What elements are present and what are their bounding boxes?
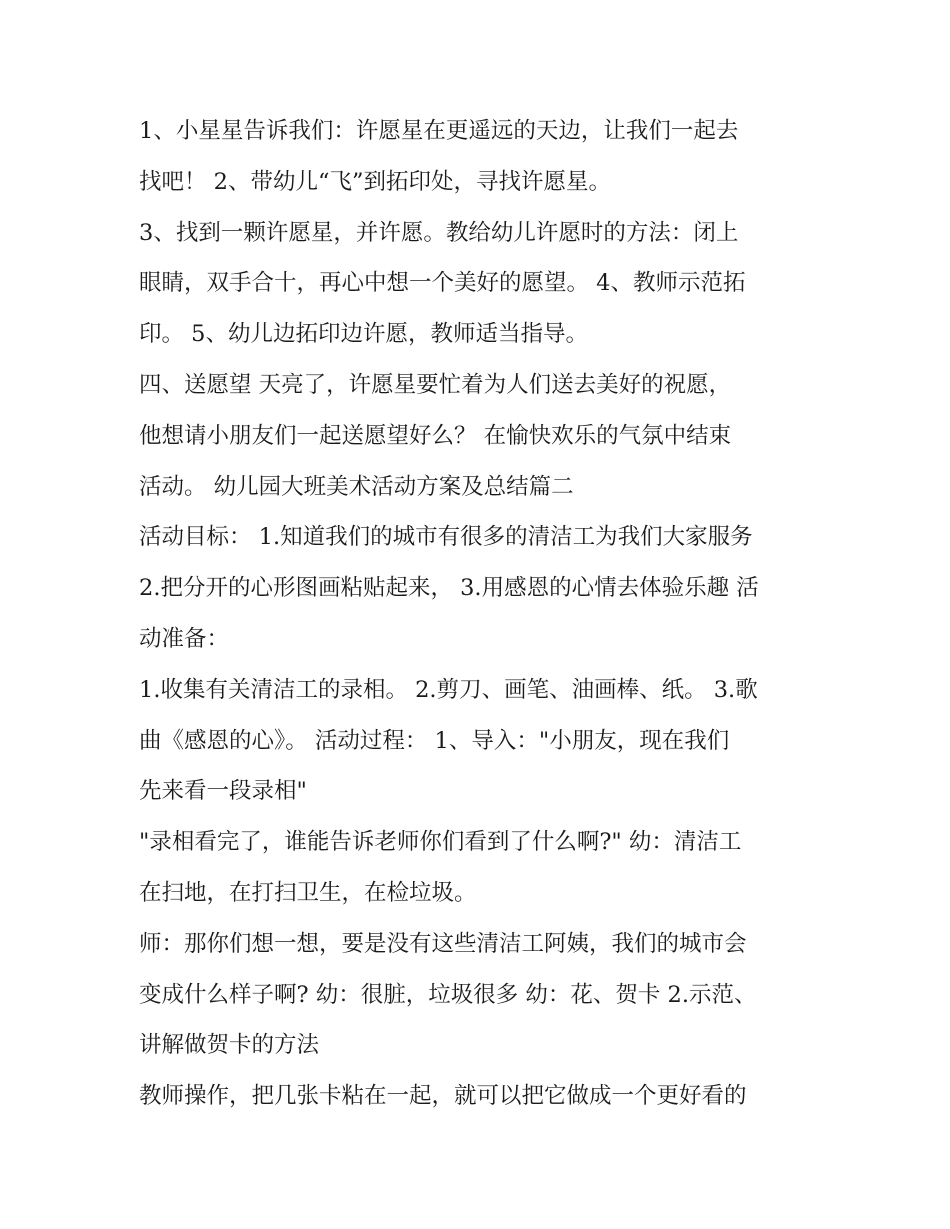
text-line: 2.把分开的心形图画粘贴起来， 3.用感恩的心情去体验乐趣 活 (139, 575, 759, 602)
text-line: 四、送愿望 天亮了，许愿星要忙着为人们送去美好的祝愿， (139, 371, 732, 398)
text-line: 师：那你们想一想，要是没有这些清洁工阿姨，我们的城市会 (139, 930, 747, 957)
text-line: 讲解做贺卡的方法 (139, 1032, 320, 1059)
text-line: 活动目标： 1.知道我们的城市有很多的清洁工为我们大家服务 (139, 524, 753, 551)
text-line: 1.收集有关清洁工的录相。 2.剪刀、画笔、油画棒、纸。 3.歌 (139, 676, 758, 703)
text-line: 变成什么样子啊? 幼：很脏，垃圾很多 幼：花、贺卡 2.示范、 (139, 981, 757, 1008)
text-line: 教师操作，把几张卡粘在一起，就可以把它做成一个更好看的 (139, 1083, 747, 1110)
text-line: "录相看完了，谁能告诉老师你们看到了什么啊?" 幼：清洁工 (139, 829, 742, 856)
text-line: 1、小星星告诉我们：许愿星在更遥远的天边，让我们一起去 (139, 118, 739, 144)
text-line: 动准备： (139, 625, 230, 652)
text-line: 3、找到一颗许愿星，并许愿。教给幼儿许愿时的方法：闭上 (139, 219, 739, 246)
text-line: 先来看一段录相" (139, 778, 307, 805)
text-line: 眼睛，双手合十，再心中想一个美好的愿望。 4、教师示范拓 (139, 270, 746, 297)
text-line: 他想请小朋友们一起送愿望好么？ 在愉快欢乐的气氛中结束 (139, 422, 732, 449)
text-line: 活动。 幼儿园大班美术活动方案及总结篇二 (139, 473, 574, 500)
text-line: 在扫地，在打扫卫生，在检垃圾。 (139, 879, 477, 906)
text-line: 找吧！ 2、带幼儿“飞”到拓印处，寻找许愿星。 (139, 168, 611, 195)
text-line: 曲《感恩的心》。 活动过程： 1、导入："小朋友，现在我们 (139, 727, 730, 754)
document-body (139, 106, 819, 1122)
text-line: 印。 5、幼儿边拓印边许愿，教师适当指导。 (139, 321, 588, 348)
